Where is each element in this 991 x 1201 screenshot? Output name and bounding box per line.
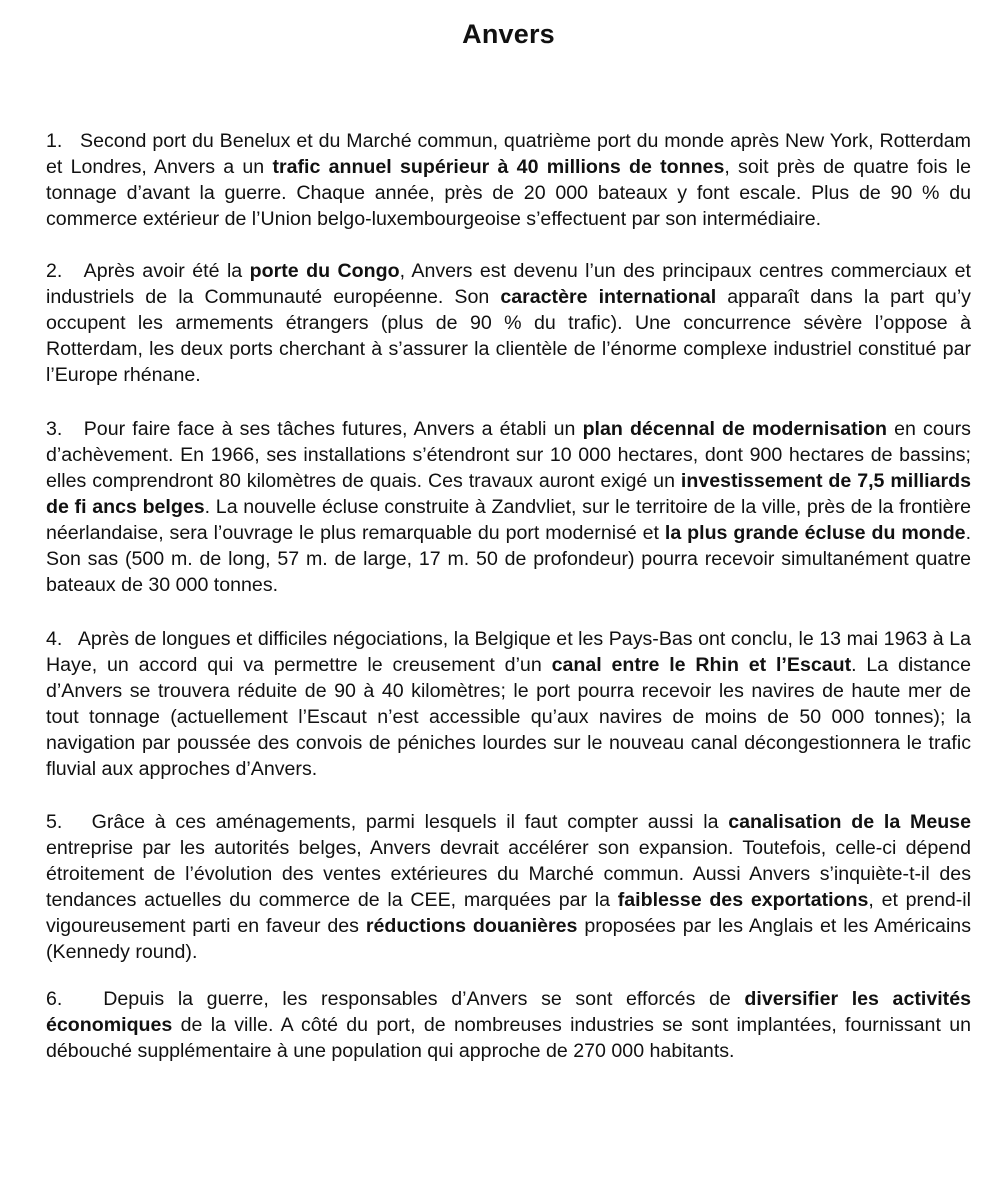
paragraph-3: [46, 416, 971, 598]
paragraph-text: Depuis la guerre, les responsables d’Anvers se sont efforcés de: [103, 988, 745, 1010]
bold-phrase: trafic annuel supérieur à 40 millions de tonnes: [272, 156, 725, 178]
paragraph-text: en cours d’achèvement. En 1966, ses installations s’étendront sur 10 000 hectares, dont 900 hectares de bassins; elles comprendront 80 kilomètres de quais. Ces travaux auront exigé un: [46, 418, 971, 492]
bold-phrase: investissement de 7,5 milliards de fi ancs belges: [46, 470, 971, 518]
paragraph-text: Grâce à ces aménagements, parmi lesquels il faut compter aussi la: [91, 811, 729, 833]
bold-phrase: faiblesse des exportations: [617, 889, 869, 911]
paragraph-text: Second port du Benelux et du Marché commun, quatrième port du monde après New York, Rotterdam et Londres, Anvers a un: [46, 130, 971, 178]
paragraph-text: Pour faire face à ses tâches futures, Anvers a établi un: [83, 418, 583, 440]
paragraph-1: [46, 128, 971, 232]
bold-phrase: canal entre le Rhin et l’Escaut: [551, 654, 852, 676]
paragraph-2: [46, 258, 971, 388]
paragraph-text: , et prend-il vigoureusement parti en faveur des: [46, 889, 971, 937]
bold-phrase: canalisation de la Meuse: [728, 811, 971, 833]
paragraph-number: 2.: [46, 260, 63, 282]
paragraph-text: Après de longues et difficiles négociations, la Belgique et les Pays-Bas ont conclu, le 13 mai 1963 à La Haye, un accord qui va permettre le creusement d’un: [46, 628, 971, 676]
paragraph-text: , soit près de quatre fois le tonnage d’avant la guerre. Chaque année, près de 20 000 bateaux y font escale. Plus de 90 % du commerce extérieur de l’Union belgo-luxembourgeoise s’effectuent par son intermédiaire.: [46, 156, 971, 230]
paragraph-text: Après avoir été la: [83, 260, 250, 282]
bold-phrase: caractère international: [500, 286, 717, 308]
paragraph-5: [46, 809, 971, 965]
document-page: [46, 14, 971, 1064]
paragraph-number: 3.: [46, 418, 63, 440]
bold-phrase: la plus grande écluse du monde: [664, 522, 966, 544]
bold-phrase: diversifier les activités économiques: [46, 988, 971, 1036]
paragraph-number: 6.: [46, 988, 63, 1010]
paragraph-text: de la ville. A côté du port, de nombreuses industries se sont implantées, fournissant un débouché supplémentaire à une population qui approche de 270 000 habitants.: [46, 1014, 971, 1062]
paragraph-text: . La distance d’Anvers se trouvera réduite de 90 à 40 kilomètres; le port pourra recevoir les navires de haute mer de tout tonnage (actuellement l’Escaut n’est accessible qu’aux navires de moins de 50 000 tonnes); la navigation par poussée des convois de péniches lourdes sur le nouveau canal décongestionnera le trafic fluvial aux approches d’Anvers.: [46, 654, 972, 780]
paragraph-text: . La nouvelle écluse construite à Zandvliet, sur le territoire de la ville, près de la frontière néerlandaise, sera l’ouvrage le plus remarquable du port modernisé et: [46, 496, 971, 544]
page-title: Anvers: [462, 19, 555, 49]
paragraph-6: [46, 986, 971, 1064]
paragraph-4: [46, 626, 971, 782]
bold-phrase: porte du Congo: [249, 260, 400, 282]
paragraph-text: entreprise par les autorités belges, Anvers devrait accélérer son expansion. Toutefois, celle-ci dépend étroitement de l’évolution des ventes extérieures du Marché commun. Aussi Anvers s’inquiète-t-il des tendances actuelles du commerce de la CEE, marquées par la: [46, 837, 971, 911]
bold-phrase: réductions douanières: [365, 915, 578, 937]
paragraph-number: 1.: [46, 130, 63, 152]
paragraph-text: apparaît dans la part qu’y occupent les armements étrangers (plus de 90 % du trafic). Une concurrence sévère l’oppose à Rotterdam, les deux ports cherchant à s’assurer la clientèle de l’énorme complexe industriel constitué par l’Europe rhénane.: [46, 286, 971, 386]
bold-phrase: plan décennal de modernisation: [582, 418, 888, 440]
paragraph-text: . Son sas (500 m. de long, 57 m. de large, 17 m. 50 de profondeur) pourra recevoir simultanément quatre bateaux de 30 000 tonnes.: [46, 522, 972, 596]
paragraph-text: , Anvers est devenu l’un des principaux centres commerciaux et industriels de la Communauté européenne. Son: [46, 260, 972, 308]
paragraph-number: 4.: [46, 628, 63, 650]
paragraph-text: proposées par les Anglais et les Américains (Kennedy round).: [46, 915, 971, 963]
paragraph-number: 5.: [46, 811, 63, 833]
